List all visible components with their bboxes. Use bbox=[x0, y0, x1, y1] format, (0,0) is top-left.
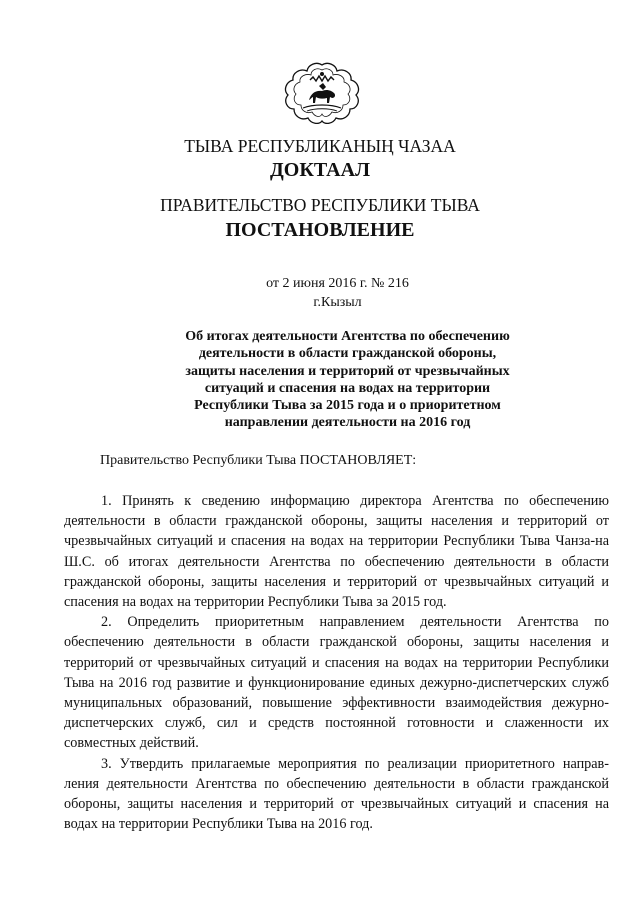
title-line: направлении деятельности на 2016 год bbox=[224, 415, 471, 431]
title-line: Об итогах деятельности Агентства по обеспечению bbox=[185, 329, 510, 344]
government-heading: ПРАВИТЕЛЬСТВО РЕСПУБЛИКИ ТЫВА bbox=[160, 195, 480, 215]
coat-of-arms-emblem bbox=[283, 62, 361, 124]
tuva-document-type: ДОКТААЛ bbox=[270, 159, 370, 181]
title-line: защиты населения и территорий от чрезвычайных bbox=[185, 363, 510, 379]
document-body bbox=[64, 491, 609, 834]
paragraph-1: 1. Принять к сведению информацию директора Агентства по обеспечению деятельности в области гражданской обороны, защиты населения и территорий от чрезвычайных ситуаций и спасения на водах на территории Республики Тыва Чанза-на Ш.С. об итогах деятельности Агентства по обеспечению деятельности в области гражданской обороны, защиты населения и территорий от чрезвычайных ситуаций и спасения на водах на территории Республики Тыва за 2015 год. bbox=[64, 493, 609, 611]
title-line: ситуаций и спасения на водах на территории bbox=[204, 380, 491, 396]
city: г.Кызыл bbox=[313, 295, 362, 310]
paragraph-2: 2. Определить приоритетным направлением деятельности Агентства по обеспечению деятельности в области гражданской обороны, защиты населения и территорий от чрезвычайных ситуаций и спасения на водах на территории Республики Тыва на 2016 год развитие и функционирование единых дежурно-диспетчерских служб муниципальных образований, повышение эффективности взаимодействия дежурно-диспетчерских служб, сил и средств постоянной готовности и слаженности их совместных действий. bbox=[64, 614, 609, 752]
title-line: Республики Тыва за 2015 года и о приоритетном bbox=[194, 398, 501, 414]
preamble: Правительство Республики Тыва ПОСТАНОВЛЯЕТ: bbox=[100, 453, 417, 468]
title-line: деятельности в области гражданской обороны, bbox=[198, 346, 497, 362]
document-title bbox=[120, 328, 575, 432]
tuva-republic-heading: ТЫВА РЕСПУБЛИКАНЫҢ ЧАЗАА bbox=[184, 136, 456, 156]
date-and-number: от 2 июня 2016 г. № 216 bbox=[266, 276, 409, 291]
document-type-heading: ПОСТАНОВЛЕНИЕ bbox=[225, 219, 415, 241]
paragraph-3: 3. Утвердить прилагаемые мероприятия по реализации приоритетного направ-ления деятельности Агентства по обеспечению деятельности в области гражданской обороны, защиты населения и территорий от чрезвычайных ситуаций и спасения на водах на территории Республики Тыва на 2016 год. bbox=[64, 755, 609, 833]
